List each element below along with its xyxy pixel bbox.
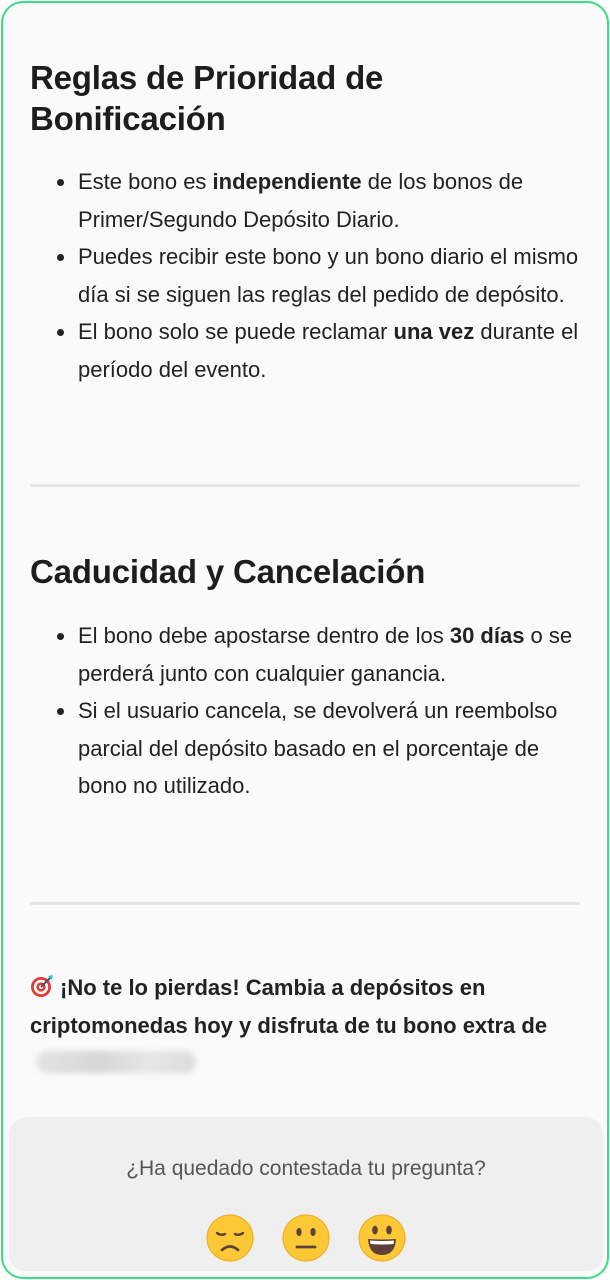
promo-callout	[30, 969, 582, 1082]
target-icon	[30, 972, 54, 996]
divider	[30, 902, 580, 905]
list-item-text: Puedes recibir este bono y un bono diario el mismo día si se siguen las reglas del pedido de depósito.	[78, 244, 579, 307]
list-item	[30, 238, 582, 313]
emphasis-text: 30 días	[449, 623, 525, 648]
list-item-text: El bono debe apostarse dentro de los	[78, 623, 450, 648]
list-item	[30, 313, 582, 388]
reaction-buttons	[9, 1213, 603, 1263]
list-item-text: durante el período del evento.	[78, 319, 579, 382]
emphasis-text: una vez	[393, 319, 475, 344]
list-item	[30, 617, 582, 692]
list-item-text: Si el usuario cancela, se devolverá un reembolso parcial del depósito basado en el porcentaje de bono no utilizado.	[78, 698, 558, 798]
bonus-priority-list	[30, 163, 582, 388]
redacted-amount	[36, 1051, 196, 1073]
neutral-face-icon[interactable]	[281, 1213, 331, 1263]
disappointed-face-icon[interactable]	[205, 1213, 255, 1263]
smiley-face-icon[interactable]	[357, 1213, 407, 1263]
section-title-bonus-priority: Reglas de Prioridad de Bonificación	[30, 59, 384, 137]
list-item-text: El bono solo se puede reclamar	[78, 319, 394, 344]
expiration-list	[30, 617, 582, 805]
article-card	[1, 1, 609, 1279]
section-title-expiration: Caducidad y Cancelación	[30, 553, 426, 590]
list-item	[30, 163, 582, 238]
list-item-text: o se perderá junto con cualquier ganancia.	[78, 623, 573, 686]
emphasis-text: independiente	[212, 169, 362, 194]
list-item-text: de los bonos de Primer/Segundo Depósito Diario.	[78, 169, 524, 232]
list-item	[30, 692, 582, 805]
list-item-text: Este bono es	[78, 169, 213, 194]
feedback-question: ¿Ha quedado contestada tu pregunta?	[126, 1157, 486, 1180]
promo-text: ¡No te lo pierdas! Cambia a depósitos en criptomonedas hoy y disfruta de tu bono extra de	[30, 975, 548, 1038]
feedback-panel	[9, 1117, 603, 1271]
divider	[30, 484, 580, 487]
